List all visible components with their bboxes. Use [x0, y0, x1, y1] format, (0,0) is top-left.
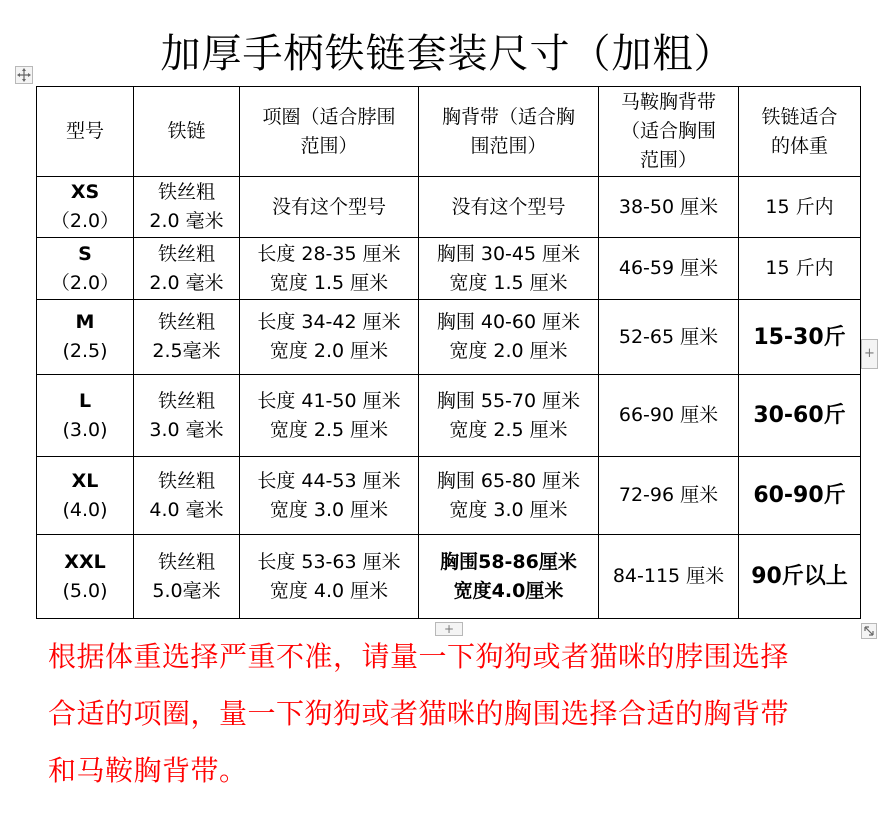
- cell-saddle: 38-50 厘米: [599, 177, 739, 238]
- cell-collar: 长度 34-42 厘米 宽度 2.0 厘米: [240, 300, 419, 375]
- note-line: 合适的项圈，量一下狗狗或者猫咪的胸围选择合适的胸背带: [48, 697, 790, 730]
- cell-weight: 30-60斤: [739, 375, 861, 457]
- cell-harness: 胸围 65-80 厘米 宽度 3.0 厘米: [419, 457, 599, 535]
- plus-icon: +: [864, 346, 875, 361]
- cell-model: L (3.0): [37, 375, 134, 457]
- cell-saddle: 66-90 厘米: [599, 375, 739, 457]
- table-row: [37, 177, 861, 238]
- cell-weight: 90斤以上: [739, 535, 861, 619]
- header-weight: 铁链适合 的体重: [739, 87, 861, 177]
- cell-collar: 长度 53-63 厘米 宽度 4.0 厘米: [240, 535, 419, 619]
- cell-model: XL (4.0): [37, 457, 134, 535]
- cell-harness: 胸围58-86厘米 宽度4.0厘米: [419, 535, 599, 619]
- cell-model: M (2.5): [37, 300, 134, 375]
- cell-weight: 15-30斤: [739, 300, 861, 375]
- cell-collar: 长度 28-35 厘米 宽度 1.5 厘米: [240, 238, 419, 300]
- cell-saddle: 52-65 厘米: [599, 300, 739, 375]
- cell-collar: 没有这个型号: [240, 177, 419, 238]
- table-row: [37, 238, 861, 300]
- cell-model: XXL (5.0): [37, 535, 134, 619]
- table-row: [37, 535, 861, 619]
- cell-weight: 15 斤内: [739, 177, 861, 238]
- cell-model: S （2.0）: [37, 238, 134, 300]
- cell-harness: 胸围 40-60 厘米 宽度 2.0 厘米: [419, 300, 599, 375]
- cell-chain: 铁丝粗 2.0 毫米: [134, 177, 240, 238]
- cell-weight: 60-90斤: [739, 457, 861, 535]
- cell-saddle: 46-59 厘米: [599, 238, 739, 300]
- add-column-handle[interactable]: [861, 339, 878, 369]
- cell-chain: 铁丝粗 4.0 毫米: [134, 457, 240, 535]
- plus-icon: +: [443, 622, 455, 636]
- cell-harness: 胸围 55-70 厘米 宽度 2.5 厘米: [419, 375, 599, 457]
- table-row: [37, 300, 861, 375]
- size-advice-note: [48, 628, 868, 799]
- cell-chain: 铁丝粗 5.0毫米: [134, 535, 240, 619]
- table-row: [37, 457, 861, 535]
- header-model: 型号: [37, 87, 134, 177]
- move-arrows-icon: [16, 67, 32, 83]
- cell-saddle: 72-96 厘米: [599, 457, 739, 535]
- note-line: 和马鞍胸背带。: [48, 754, 248, 787]
- cell-collar: 长度 41-50 厘米 宽度 2.5 厘米: [240, 375, 419, 457]
- table-move-handle[interactable]: [15, 66, 33, 84]
- cell-chain: 铁丝粗 2.5毫米: [134, 300, 240, 375]
- header-collar: 项圈（适合脖围 范围）: [240, 87, 419, 177]
- table-row: [37, 375, 861, 457]
- header-saddle-harness: 马鞍胸背带 （适合胸围 范围）: [599, 87, 739, 177]
- note-line: 根据体重选择严重不准，请量一下狗狗或者猫咪的脖围选择: [48, 640, 790, 673]
- cell-model: XS （2.0）: [37, 177, 134, 238]
- cell-collar: 长度 44-53 厘米 宽度 3.0 厘米: [240, 457, 419, 535]
- cell-harness: 没有这个型号: [419, 177, 599, 238]
- header-harness: 胸背带（适合胸 围范围）: [419, 87, 599, 177]
- document-title: 加厚手柄铁链套装尺寸（加粗）: [160, 31, 735, 77]
- table-header-row: [37, 87, 861, 177]
- header-chain: 铁链: [134, 87, 240, 177]
- cell-harness: 胸围 30-45 厘米 宽度 1.5 厘米: [419, 238, 599, 300]
- cell-chain: 铁丝粗 2.0 毫米: [134, 238, 240, 300]
- size-table: [36, 86, 861, 619]
- cell-weight: 15 斤内: [739, 238, 861, 300]
- cell-chain: 铁丝粗 3.0 毫米: [134, 375, 240, 457]
- cell-saddle: 84-115 厘米: [599, 535, 739, 619]
